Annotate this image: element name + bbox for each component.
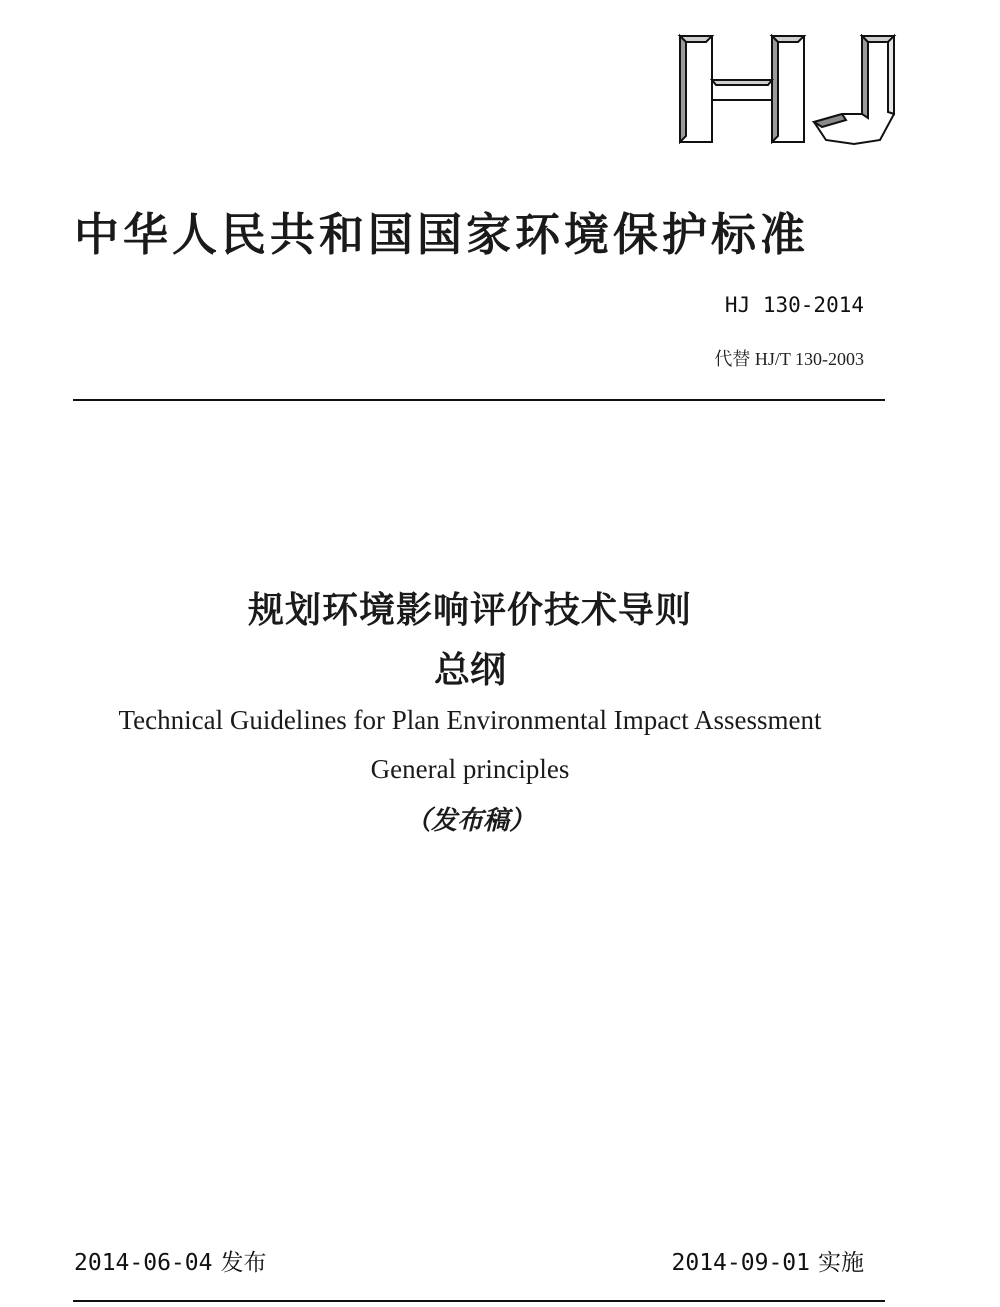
bottom-divider xyxy=(73,1300,885,1302)
effective-date: 2014-09-01 xyxy=(671,1250,810,1276)
effective-label: 实施 xyxy=(818,1250,864,1276)
cn-title-line1: 规划环境影响评价技术导则 xyxy=(247,590,692,631)
hj-logo-text: HJ xyxy=(676,30,678,31)
issue-date-block xyxy=(74,1244,266,1277)
top-divider xyxy=(73,399,885,401)
hj-logo xyxy=(676,30,902,150)
draft-note: （发布稿） xyxy=(404,806,535,836)
issue-label: 发布 xyxy=(220,1250,267,1276)
org-title: 中华人民共和国国家环境保护标准 xyxy=(74,208,810,261)
standard-number: HJ 130-2014 xyxy=(724,293,864,317)
en-title-line2: General principles xyxy=(370,754,570,784)
en-title-line1: Technical Guidelines for Plan Environmental Impact Assessment xyxy=(118,705,822,735)
replaces-note: 代替 HJ/T 130-2003 xyxy=(714,349,864,369)
effective-date-block xyxy=(672,1244,864,1277)
issue-date: 2014-06-04 xyxy=(74,1250,213,1276)
cn-title-line2: 总纲 xyxy=(433,650,506,691)
